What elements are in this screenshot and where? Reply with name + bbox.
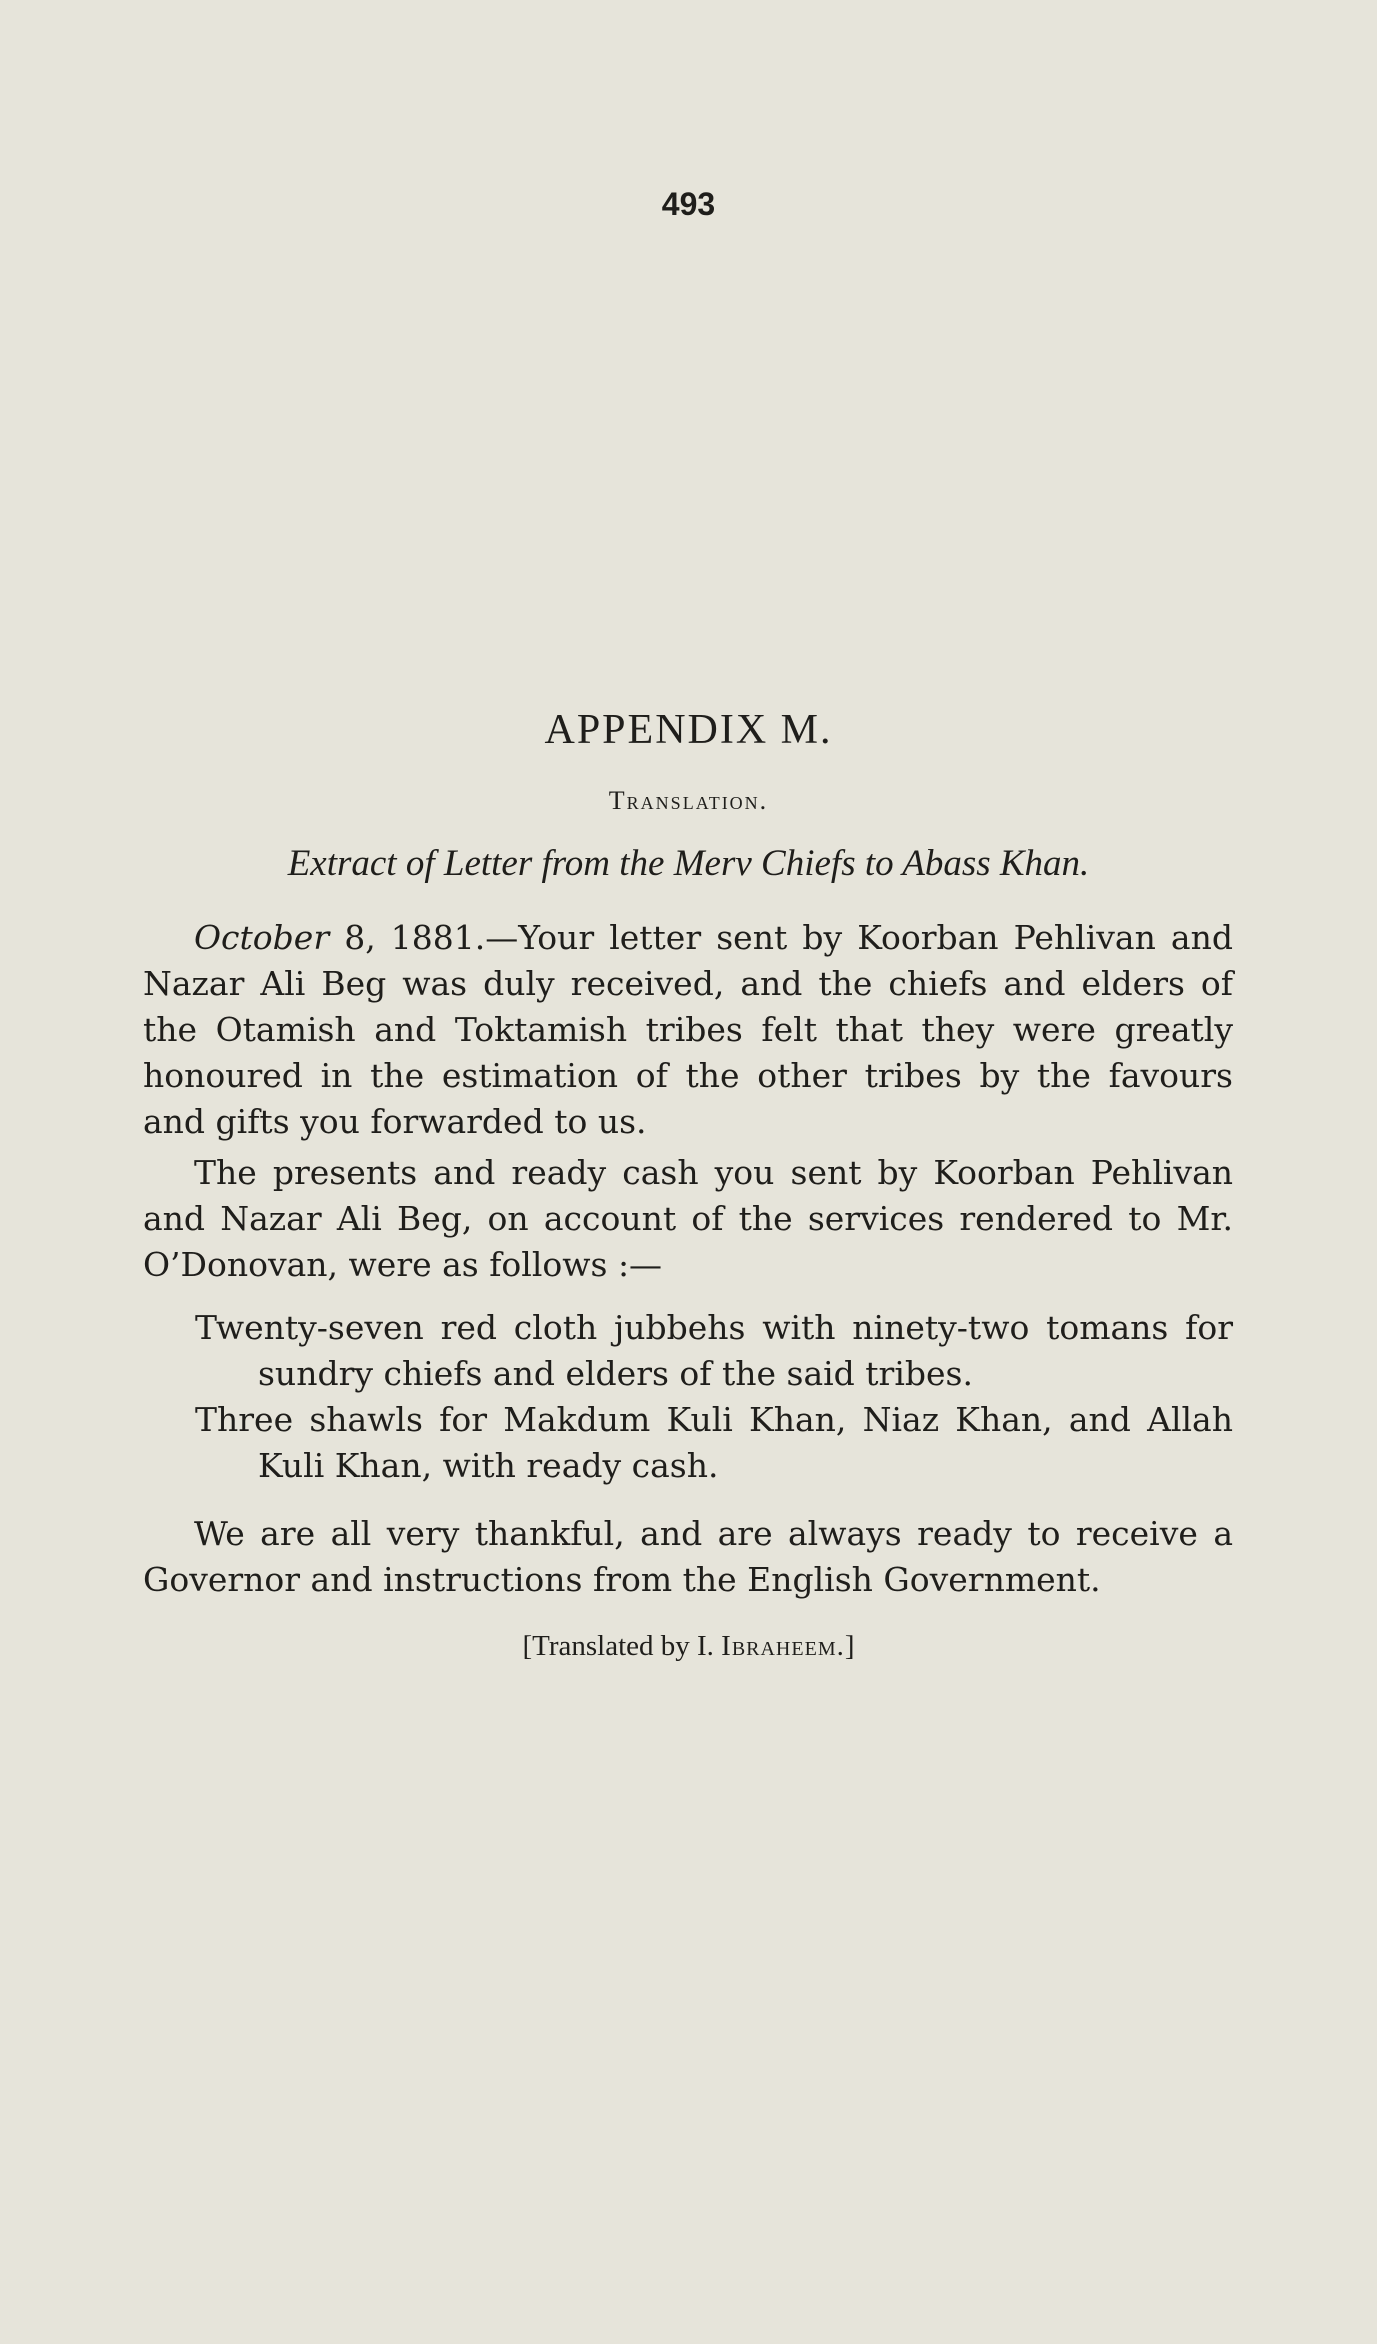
- paragraph-closing: We are all very thankful, and are always ready to receive a Governor and instructions from the English Government.: [143, 1514, 1233, 1599]
- letter-opening-text: 8, 1881.—Your letter sent by Koorban Pehlivan and Nazar Ali Beg was duly received, and the chiefs and elders of the Otamish and Toktamish tribes felt that they were greatly honoured in the estimation of the other tribes by the favours and gifts you forwarded to us.: [143, 918, 1233, 1141]
- translator-suffix: ]: [844, 1630, 855, 1662]
- appendix-title: APPENDIX M.: [544, 707, 833, 753]
- paragraph-presents: The presents and ready cash you sent by Koorban Pehlivan and Nazar Ali Beg, on account of the services rendered to Mr. O’Donovan, were as follows :—: [143, 1153, 1233, 1284]
- page-number: 493: [661, 186, 716, 222]
- extract-title: Extract of Letter from the Merv Chiefs to Abass Khan.: [287, 843, 1090, 884]
- list-item: Twenty-seven red cloth jubbehs with ninety-two tomans for sundry chiefs and elders of the said tribes.: [195, 1308, 1233, 1393]
- translation-label: Translation.: [608, 786, 769, 815]
- presents-list: [143, 1305, 1233, 1489]
- letter-date-month: October: [194, 918, 330, 957]
- translator-prefix: [Translated by I.: [522, 1630, 722, 1662]
- paragraph-letter-opening: [143, 915, 1233, 1145]
- list-item: Three shawls for Makdum Kuli Khan, Niaz Khan, and Allah Kuli Khan, with ready cash.: [195, 1400, 1233, 1485]
- translator-credit: [0, 1630, 1377, 1663]
- translator-name: Ibraheem.: [721, 1630, 845, 1662]
